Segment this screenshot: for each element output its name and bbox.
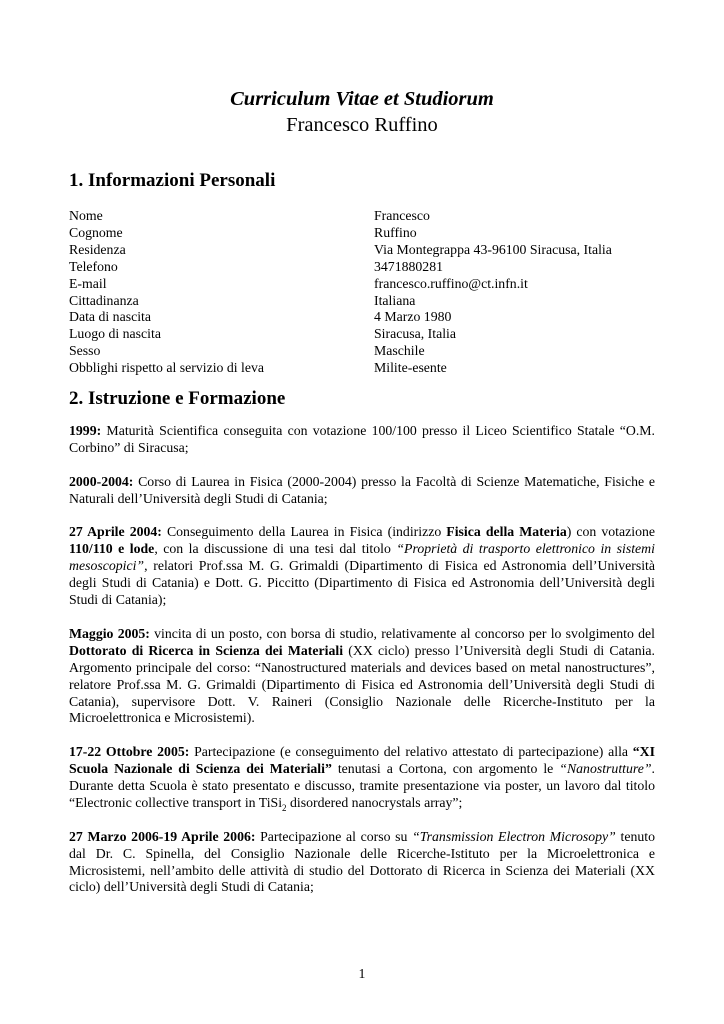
info-value: Siracusa, Italia [374, 326, 456, 342]
entry-emphasis: Dottorato di Ricerca in Scienza dei Materiali [69, 642, 344, 658]
education-entry [69, 626, 655, 727]
info-row [69, 208, 655, 225]
education-entry [69, 829, 655, 897]
entry-text: Corso di Laurea in Fisica (2000-2004) presso la Facoltà di Scienze Matematiche, Fisiche e Naturali dell’Università degli Studi di Catania; [69, 473, 655, 506]
entry-italic: “Transmission Electron Microsopy” [412, 828, 616, 844]
info-label: Nome [69, 208, 103, 223]
entry-text: ) con votazione [566, 524, 655, 540]
info-label: Luogo di nascita [69, 326, 161, 342]
info-value: Ruffino [374, 224, 417, 240]
info-label: E-mail [69, 275, 107, 291]
info-label: Sesso [69, 343, 101, 359]
entry-emphasis: 110/110 e lode [69, 541, 155, 557]
education-entry [69, 423, 655, 457]
info-label: Obblighi rispetto al servizio di leva [69, 360, 265, 376]
info-row [69, 225, 655, 242]
entry-date: 2000-2004: [69, 473, 134, 489]
info-value: 3471880281 [374, 258, 443, 274]
entry-text: , con la discussione di una tesi dal titolo [154, 541, 397, 557]
info-label: Cittadinanza [69, 292, 139, 308]
education-entry [69, 474, 655, 508]
info-value: 4 Marzo 1980 [374, 309, 452, 325]
education-entry [69, 744, 655, 812]
entry-text: (XX ciclo) presso l’Università degli Studi di Catania. Argomento principale del corso: “Nanostructured materials and devices based on metal nanostructures”, relatore Prof.ssa M. G. Grimaldi (Dipartimento di Fisica ed Astronomia dell’Università degli Studi di Catania), supervisore Dott. V. Raineri (Consiglio Nazionale delle Ricerche-Instituto per la Microelettronica e Microsistemi). [69, 642, 656, 726]
entry-text: . Durante detta Scuola è stato presentato e discusso, tramite presentazione via poster, un lavoro dal titolo “Electronic collective transport in TiSi [69, 761, 655, 810]
info-row [69, 309, 655, 326]
thesis-title: “Proprietà di trasporto elettronico in sistemi mesoscopici” [69, 541, 655, 574]
info-row [69, 360, 655, 377]
author-name: Francesco Ruffino [286, 114, 438, 136]
section-heading-personal-info: 1. Informazioni Personali [69, 170, 276, 191]
entry-italic: “Nanostrutture” [559, 761, 652, 777]
entry-text: tenuto dal Dr. C. Spinella, del Consiglio Nazionale delle Ricerche-Istituto per la Microelettronica e Microsistemi, nell’ambito delle attività di studio del Dottorato di Ricerca in Scienza dei Materiali (XX ciclo) dell’Università degli Studi di Catania; [69, 828, 656, 895]
info-label: Telefono [69, 258, 118, 274]
info-row [69, 326, 655, 343]
info-row [69, 293, 655, 310]
entry-text: tenutasi a Cortona, con argomento le [331, 761, 560, 777]
entry-emphasis: “XI Scuola Nazionale di Scienza dei Materiali” [69, 744, 655, 777]
info-label: Residenza [69, 241, 126, 257]
email-value: francesco.ruffino@ct.infn.it [374, 275, 528, 291]
info-row [69, 242, 655, 259]
entry-date: 1999: [69, 423, 102, 439]
entry-text: Conseguimento della Laurea in Fisica (indirizzo [161, 524, 447, 540]
info-label: Data di nascita [69, 309, 151, 325]
document-page [69, 86, 655, 913]
info-row [69, 276, 655, 293]
info-value: Francesco [374, 208, 430, 223]
entry-date: 27 Marzo 2006-19 Aprile 2006: [69, 828, 256, 844]
section-heading-education: 2. Istruzione e Formazione [69, 388, 286, 410]
info-value: Milite-esente [374, 360, 447, 376]
info-label: Cognome [69, 224, 123, 240]
document-title: Curriculum Vitae et Studiorum [230, 88, 494, 110]
info-row [69, 343, 655, 360]
education-entry [69, 524, 655, 609]
info-value: Italiana [374, 292, 416, 308]
entry-text: Maturità Scientifica conseguita con votazione 100/100 presso il Liceo Scientifico Statale “O.M. Corbino” di Siracusa; [69, 423, 655, 455]
entry-text: , relatori Prof.ssa M. G. Grimaldi (Dipartimento di Fisica ed Astronomia dell’Università degli Studi di Catania) e Dott. G. Piccitto (Dipartimento di Fisica ed Astronomia dell’Università degli Studi di Catania); [69, 558, 655, 608]
entry-emphasis: Fisica della Materia [446, 524, 567, 540]
education-list [69, 423, 655, 896]
entry-date: Maggio 2005: [69, 625, 150, 641]
entry-date: 27 Aprile 2004: [69, 524, 162, 540]
subscript: 2 [282, 802, 287, 813]
entry-text: disordered nanocrystals array”; [286, 794, 463, 810]
info-row [69, 259, 655, 276]
entry-text: vincita di un posto, con borsa di studio, relativamente al concorso per lo svolgimento del [149, 625, 655, 641]
info-value: Maschile [374, 343, 425, 359]
entry-date: 17-22 Ottobre 2005: [69, 744, 190, 760]
entry-text: Partecipazione al corso su [255, 828, 413, 844]
info-value: Via Montegrappa 43-96100 Siracusa, Italia [374, 241, 612, 257]
entry-text: Partecipazione (e conseguimento del relativo attestato di partecipazione) alla [189, 744, 633, 760]
personal-info-table [69, 208, 655, 377]
page-number: 1 [358, 966, 366, 981]
